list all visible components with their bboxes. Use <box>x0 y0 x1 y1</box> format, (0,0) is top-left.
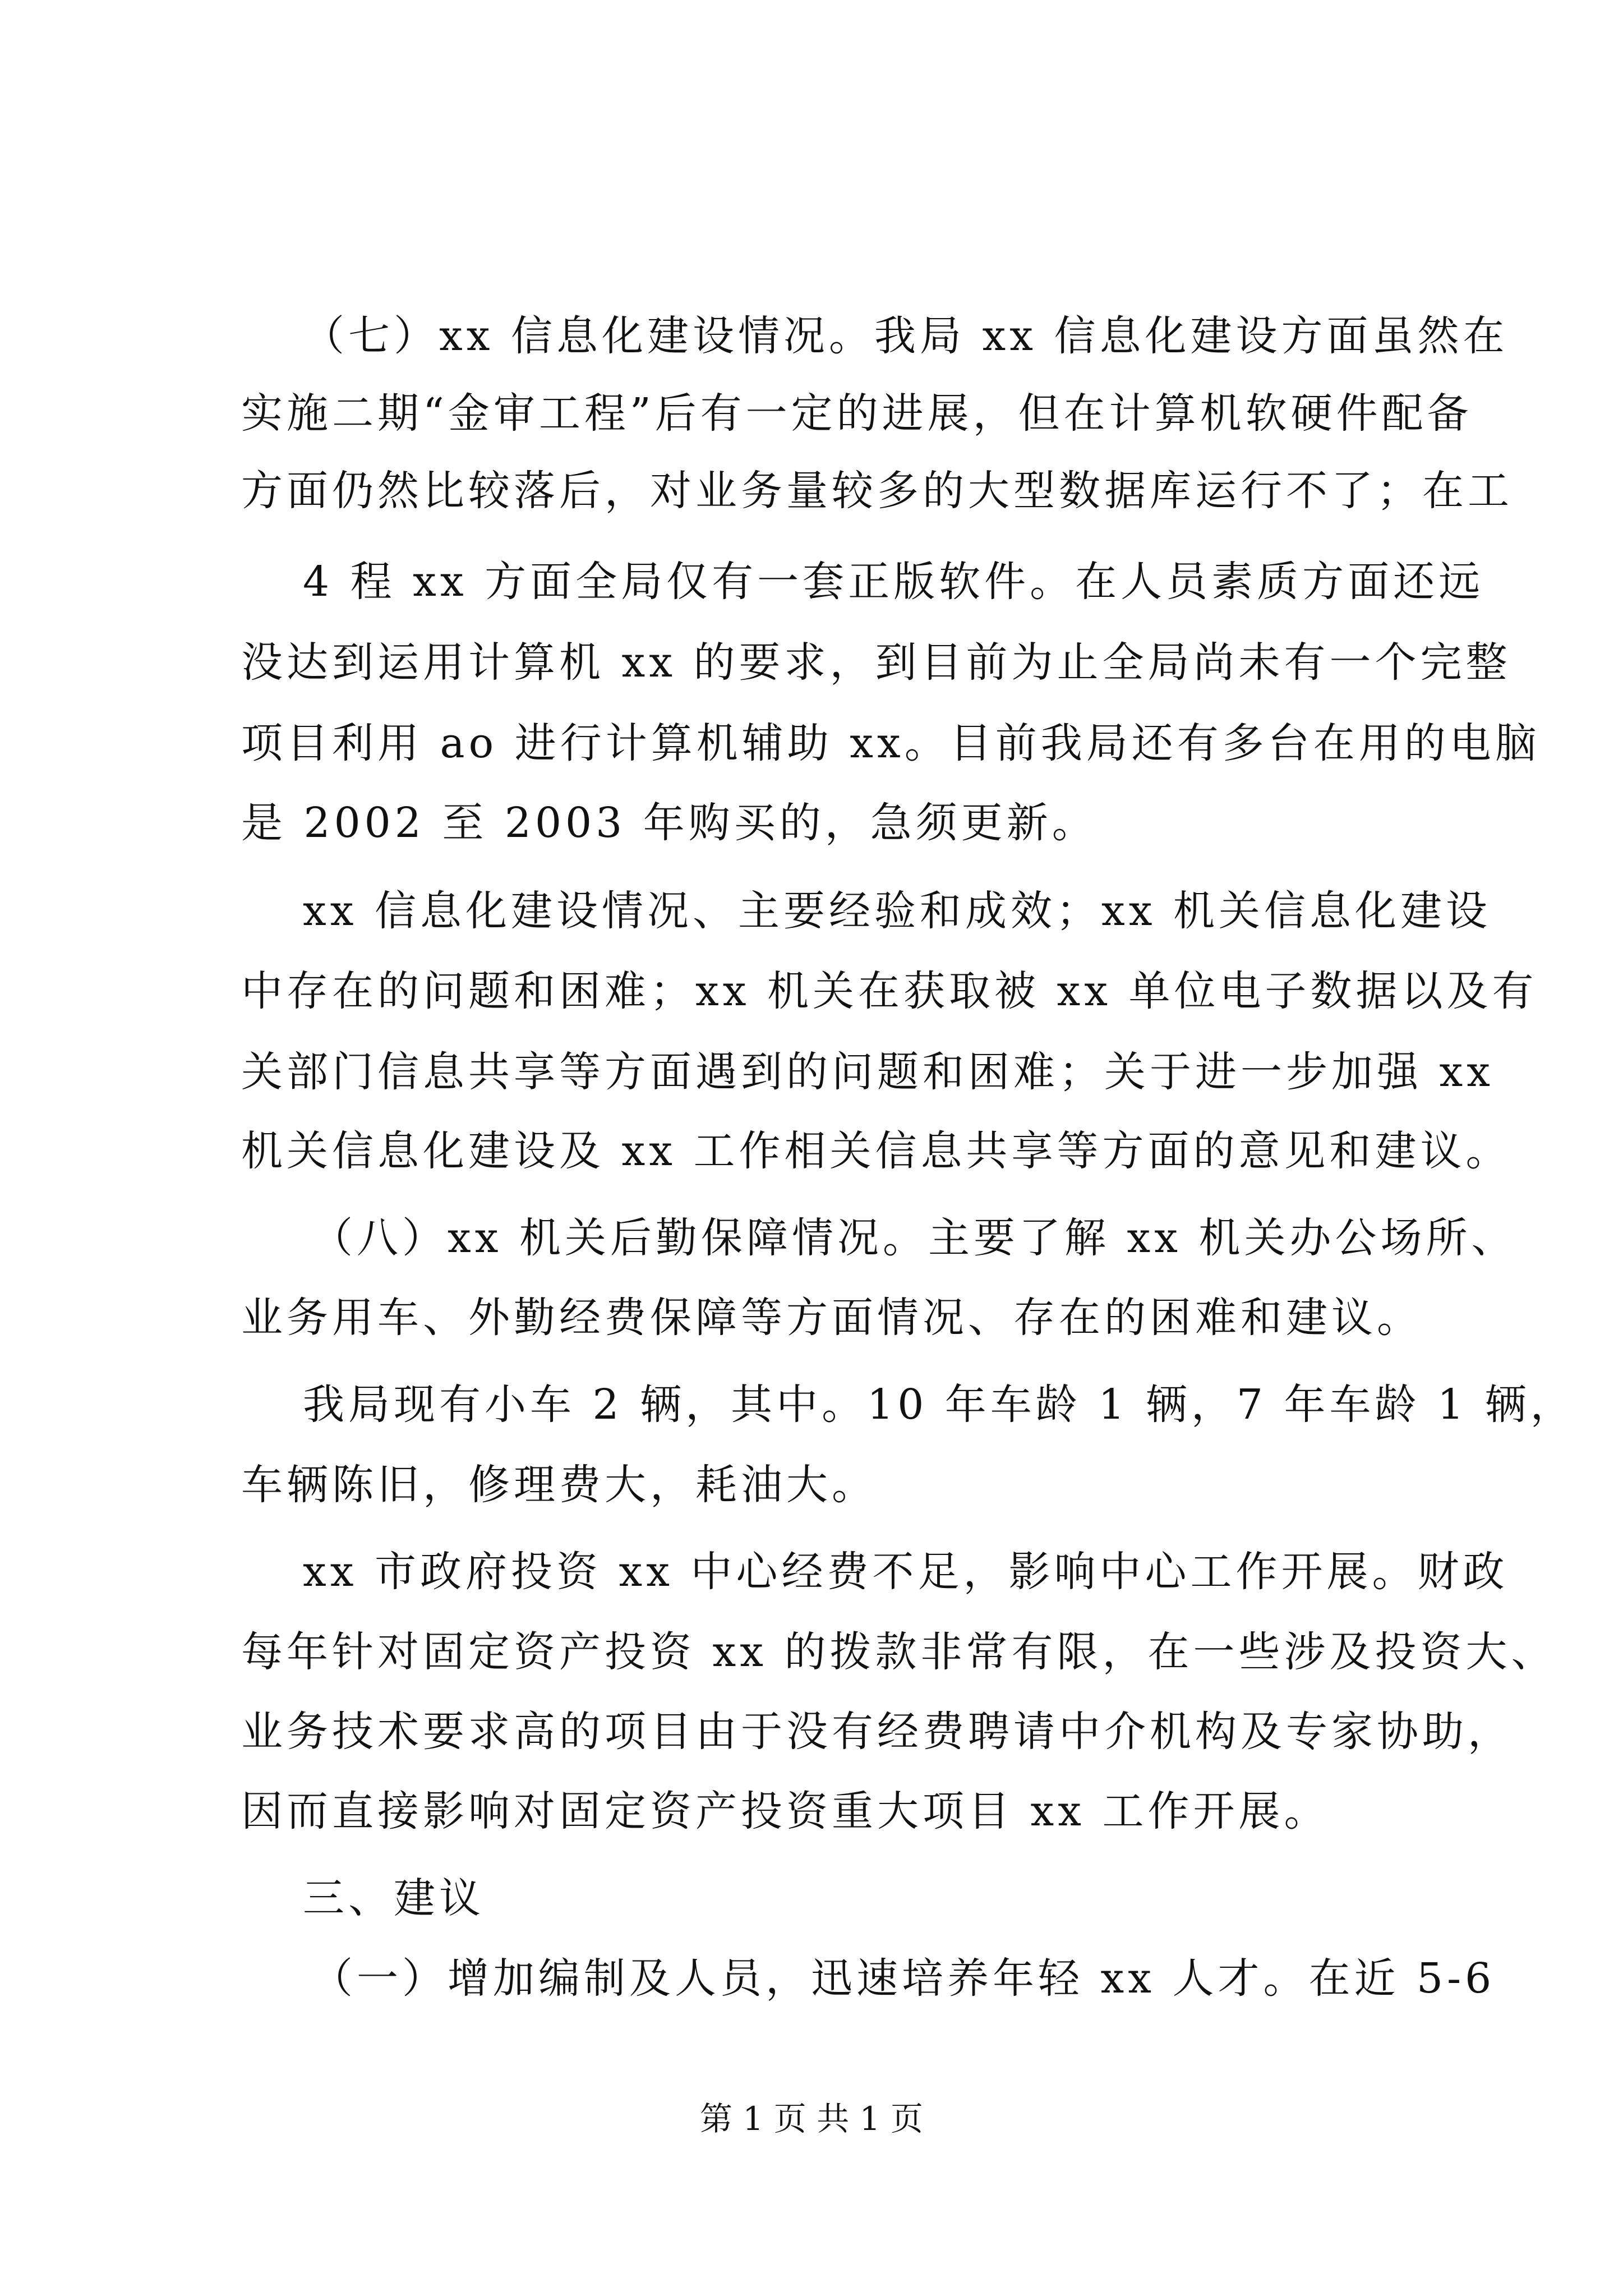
text-line: 方面仍然比较落后，对业务量较多的大型数据库运行不了；在工 <box>241 467 1513 515</box>
text-line: 4 程 xx 方面全局仅有一套正版软件。在人员素质方面还远 <box>303 558 1484 606</box>
text-line: xx 信息化建设情况、主要经验和成效；xx 机关信息化建设 <box>303 887 1491 935</box>
text-line: 实施二期“金审工程”后有一定的进展，但在计算机软硬件配备 <box>241 389 1473 438</box>
page-footer: 第 1 页 共 1 页 <box>700 2100 923 2138</box>
text-line: 业务用车、外勤经费保障等方面情况、存在的困难和建议。 <box>241 1294 1422 1342</box>
text-line: 关部门信息共享等方面遇到的问题和困难；关于进一步加强 xx <box>241 1048 1494 1096</box>
text-line: xx 市政府投资 xx 中心经费不足，影响中心工作开展。财政 <box>303 1548 1509 1596</box>
text-line: 中存在的问题和困难；xx 机关在获取被 xx 单位电子数据以及有 <box>241 967 1538 1015</box>
section-heading: 三、建议 <box>303 1874 485 1922</box>
text-line: 业务技术要求高的项目由于没有经费聘请中介机构及专家协助， <box>241 1708 1513 1756</box>
text-line: 是 2002 至 2003 年购买的，急须更新。 <box>241 799 1098 847</box>
text-line: 我局现有小车 2 辆，其中。10 年车龄 1 辆，7 年车龄 1 辆， <box>303 1381 1576 1429</box>
text-line: 项目利用 ao 进行计算机辅助 xx。目前我局还有多台在用的电脑 <box>241 719 1541 767</box>
text-line: （一）增加编制及人员，迅速培养年轻 xx 人才。在近 5-6 <box>311 1954 1496 2003</box>
text-line: （七）xx 信息化建设情况。我局 xx 信息化建设方面虽然在 <box>303 312 1509 360</box>
text-line: 每年针对固定资产投资 xx 的拨款非常有限，在一些涉及投资大、 <box>241 1628 1557 1676</box>
text-line: 没达到运用计算机 xx 的要求，到目前为止全局尚未有一个完整 <box>241 638 1511 687</box>
text-line: （八）xx 机关后勤保障情况。主要了解 xx 机关办公场所、 <box>311 1214 1517 1262</box>
text-line: 机关信息化建设及 xx 工作相关信息共享等方面的意见和建议。 <box>241 1127 1511 1175</box>
text-line: 车辆陈旧，修理费大，耗油大。 <box>241 1461 877 1509</box>
text-line: 因而直接影响对固定资产投资重大项目 xx 工作开展。 <box>241 1787 1330 1835</box>
